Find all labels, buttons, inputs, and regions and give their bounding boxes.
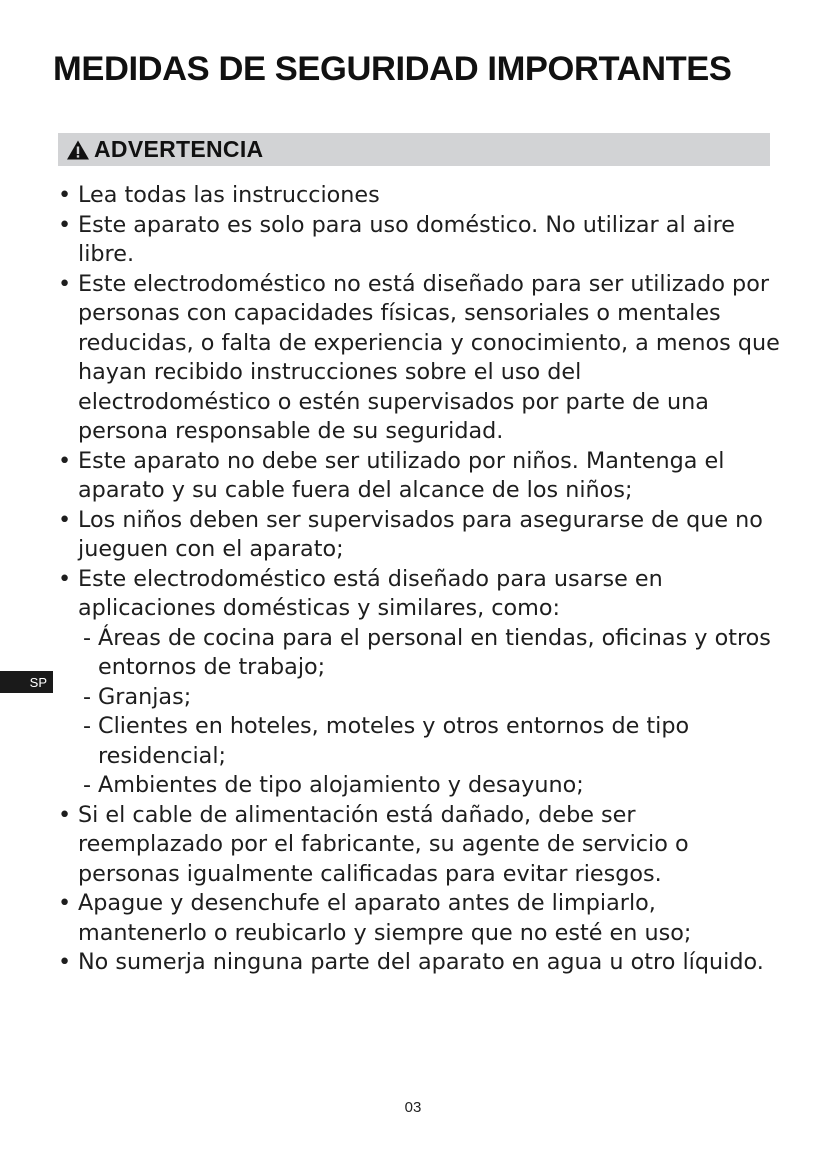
warning-banner — [58, 133, 770, 166]
sub-list — [78, 624, 780, 801]
list-item-with-sublist — [58, 565, 780, 801]
page-title: MEDIDAS DE SEGURIDAD IMPORTANTES — [53, 50, 732, 88]
list-item-text: Este electrodoméstico está diseñado para usarse en aplicaciones domésticas y similares, como: — [78, 565, 663, 621]
page-number: 03 — [404, 1099, 422, 1116]
list-item: • Este aparato no debe ser utilizado por niños. Mantenga el aparato y su cable fuera del alcance de los niños; — [58, 447, 780, 506]
list-item: • Lea todas las instrucciones — [58, 181, 780, 211]
language-tab — [0, 671, 53, 693]
sub-list-item: - Áreas de cocina para el personal en tiendas, oficinas y otros entornos de trabajo; — [78, 624, 780, 683]
list-item: • Este electrodoméstico no está diseñado para ser utilizado por personas con capacidades físicas, sensoriales o mentales reducidas, o falta de experiencia y conocimiento, a menos que hayan recibido instrucciones sobre el uso del electrodoméstico o estén supervisados por parte de una persona responsable de su seguridad. — [58, 270, 780, 447]
warning-label: ADVERTENCIA — [94, 136, 264, 162]
list-item: • Si el cable de alimentación está dañado, debe ser reemplazado por el fabricante, su agente de servicio o personas igualmente calificadas para evitar riesgos. — [58, 801, 780, 890]
language-tab-label: SP — [29, 674, 47, 690]
sub-list-item: - Ambientes de tipo alojamiento y desayuno; — [78, 771, 780, 801]
list-item: • No sumerja ninguna parte del aparato en agua u otro líquido. — [58, 948, 780, 978]
list-item: • Los niños deben ser supervisados para asegurarse de que no jueguen con el aparato; — [58, 506, 780, 565]
safety-instructions-list — [58, 181, 780, 978]
list-item: • Este aparato es solo para uso doméstico. No utilizar al aire libre. — [58, 211, 780, 270]
sub-list-item: - Clientes en hoteles, moteles y otros entornos de tipo residencial; — [78, 712, 780, 771]
warning-triangle-icon — [66, 139, 90, 161]
sub-list-item: - Granjas; — [78, 683, 780, 713]
list-item: • Apague y desenchufe el aparato antes de limpiarlo, mantenerlo o reubicarlo y siempre que no esté en uso; — [58, 889, 780, 948]
